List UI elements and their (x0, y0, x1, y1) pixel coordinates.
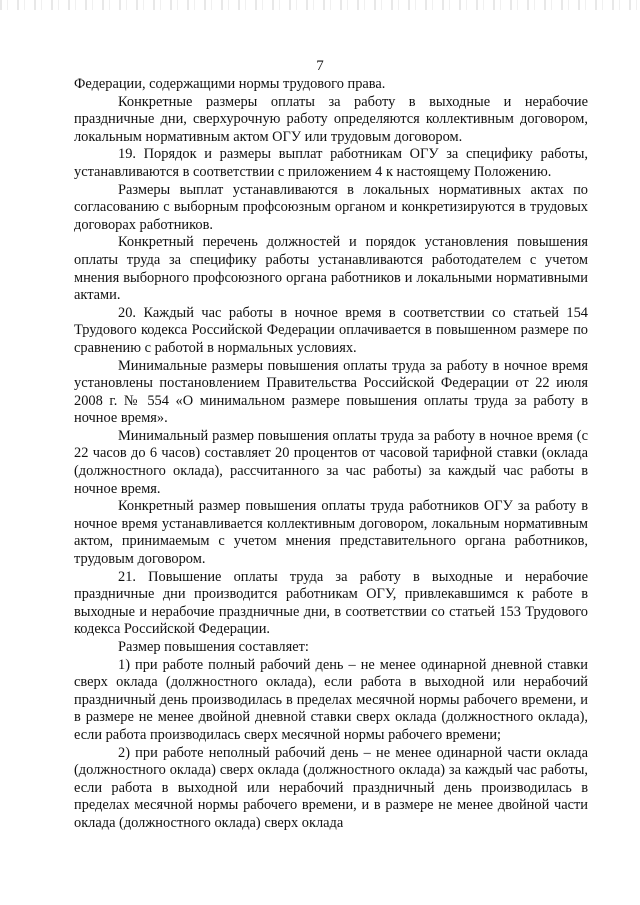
page-number: 7 (316, 58, 324, 74)
paragraph: Размер повышения составляет: (118, 639, 309, 655)
scan-artifact-strip (0, 0, 640, 10)
list-item-1: 1) при работе полный рабочий день – не менее одинарной дневной ставки сверх оклада (должностного оклада), если работа в выходной или нерабочий праздничный день производилась в пределах месячной нормы рабочего времени, и в размере не менее двойной дневной ставки сверх оклада (должностного оклада), если работа производилась сверх месячной нормы рабочего времени; (74, 656, 588, 743)
paragraph: Размеры выплат устанавливаются в локальных нормативных актах по согласованию с выборным профсоюзным органом и конкретизируются в трудовых договорах работников. (74, 181, 588, 233)
paragraph-item-21: 21. Повышение оплаты труда за работу в выходные и нерабочие праздничные дни производится работникам ОГУ, привлекавшимся к работе в выходные и нерабочие праздничные дни, в соответствии со статьей 153 Трудового кодекса Российской Федерации. (74, 568, 588, 638)
paragraph: Минимальный размер повышения оплаты труда за работу в ночное время (с 22 часов до 6 часов) составляет 20 процентов от часовой тарифной ставки (оклада (должностного оклада), рассчитанного за час работы) за каждый час работы в ночное время. (74, 427, 588, 497)
paragraph: Минимальные размеры повышения оплаты труда за работу в ночное время установлены постановлением Правительства Российской Федерации от 22 июля 2008 г. № 554 «О минимальном размере повышения оплаты труда за работу в ночное время». (74, 357, 588, 427)
paragraph: Конкретные размеры оплаты за работу в выходные и нерабочие праздничные дни, сверхурочную работу определяются коллективным договором, локальным нормативным актом ОГУ или трудовым договором. (74, 93, 588, 145)
paragraph-continuation: Федерации, содержащими нормы трудового права. (74, 76, 386, 92)
paragraph-item-20: 20. Каждый час работы в ночное время в соответствии со статьей 154 Трудового кодекса Российской Федерации оплачивается в повышенном размере по сравнению с работой в нормальных условиях. (74, 304, 588, 356)
paragraph-item-19: 19. Порядок и размеры выплат работникам ОГУ за специфику работы, устанавливаются в соответствии с приложением 4 к настоящему Положению. (74, 146, 588, 180)
document-body (74, 76, 588, 833)
paragraph: Конкретный перечень должностей и порядок установления повышения оплаты труда за специфику работы устанавливаются работодателем с учетом мнения выборного профсоюзного органа работников и локальными нормативными актами. (74, 234, 588, 304)
paragraph: Конкретный размер повышения оплаты труда работников ОГУ за работу в ночное время устанавливается коллективным договором, локальным нормативным актом, принимаемым с учетом мнения представительного органа работников, трудовым договором. (74, 498, 588, 568)
list-item-2: 2) при работе неполный рабочий день – не менее одинарной части оклада (должностного оклада) сверх оклада (должностного оклада) за каждый час работы, если работа в выходной или нерабочий праздничный день производилась в пределах месячной нормы рабочего времени, и в размере не менее двойной части оклада (должностного оклада) сверх оклада (74, 744, 588, 831)
